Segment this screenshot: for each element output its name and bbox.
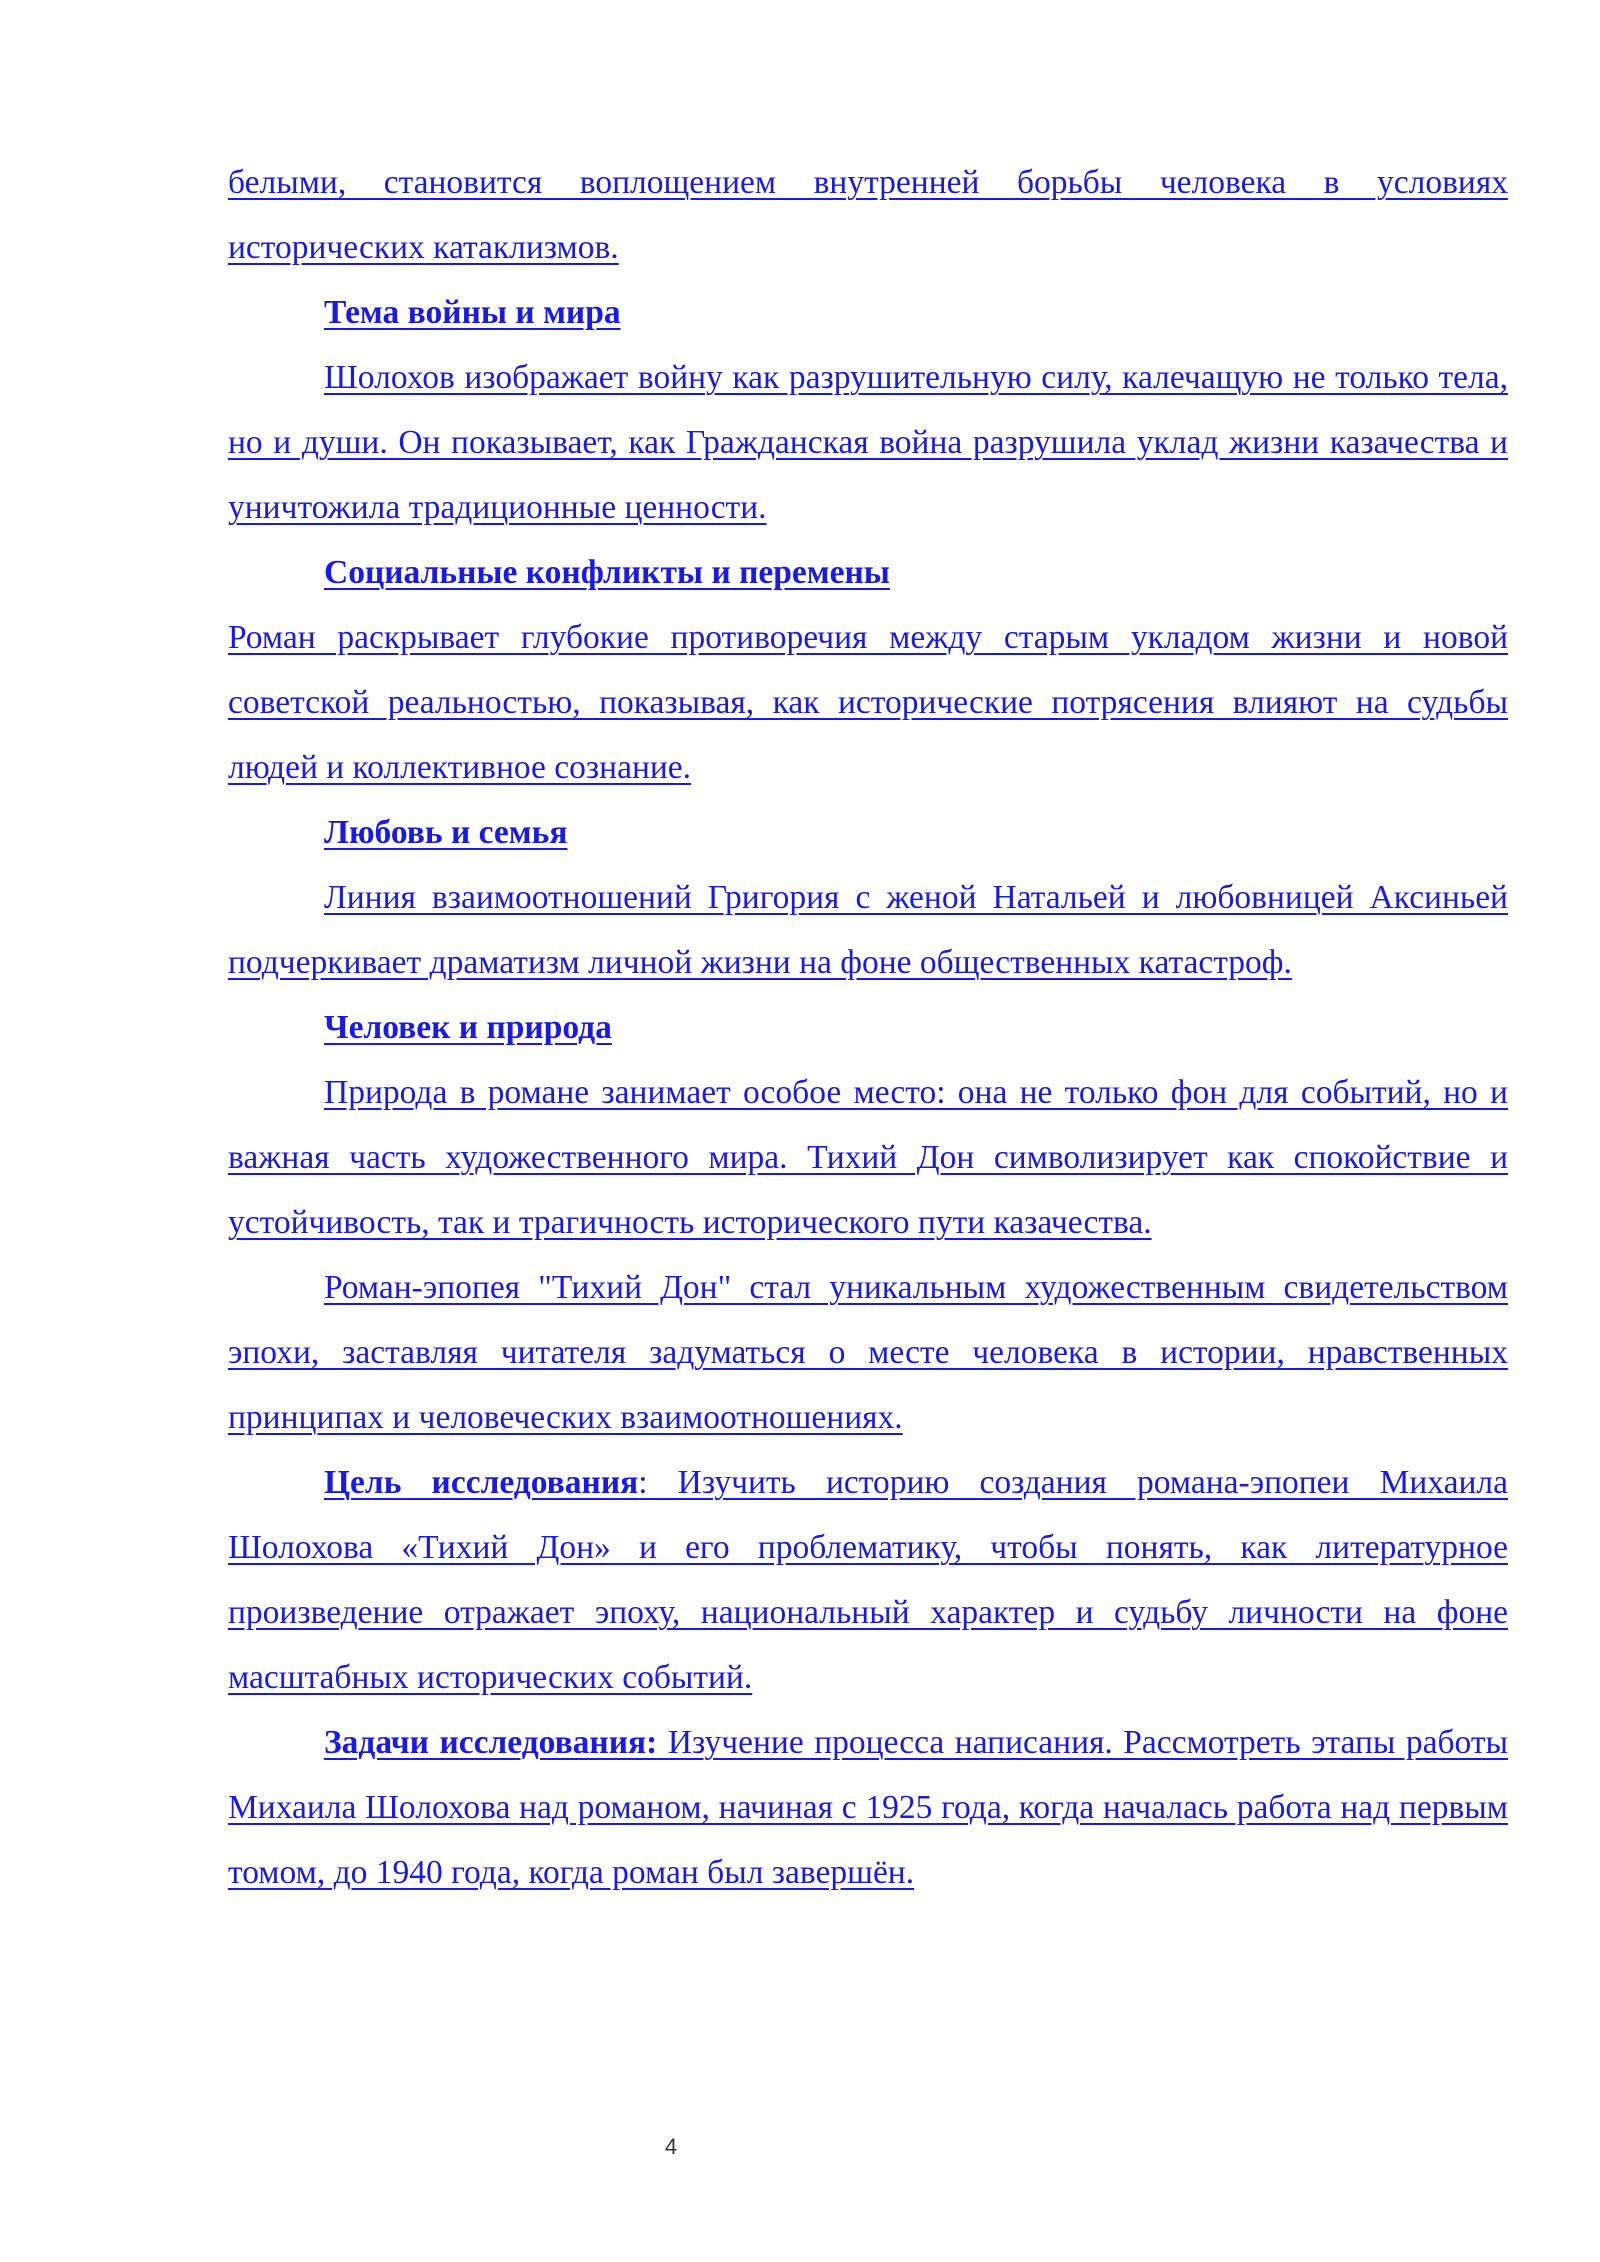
research-tasks-label: Задачи исследования:	[324, 1724, 658, 1761]
heading-love-and-family	[228, 800, 1508, 865]
paragraph-conclusion	[228, 1255, 1508, 1450]
heading-link[interactable]: Человек и природа	[324, 1009, 612, 1046]
research-goal-label: Цель исследования	[324, 1464, 639, 1501]
text-link[interactable]: Природа в романе занимает особое место: она не только фон для событий, но и важная часть художественного мира. Тихий Дон символизирует как спокойствие и устойчивость, так и трагичность исторического пути казачества.	[228, 1074, 1508, 1241]
heading-man-and-nature	[228, 995, 1508, 1060]
text-link[interactable]: Линия взаимоотношений Григория с женой Натальей и любовницей Аксиньей подчеркивает драматизм личной жизни на фоне общественных катастроф.	[228, 879, 1508, 981]
paragraph-research-tasks	[228, 1710, 1508, 1905]
heading-link[interactable]: Любовь и семья	[324, 814, 568, 851]
text-link[interactable]	[228, 1724, 1508, 1891]
text-link[interactable]: Роман раскрывает глубокие противоречия между старым укладом жизни и новой советской реальностью, показывая, как исторические потрясения влияют на судьбы людей и коллективное сознание.	[228, 619, 1508, 786]
text-link[interactable]: белыми, становится воплощением внутренней борьбы человека в условиях исторических катаклизмов.	[228, 164, 1508, 266]
text-link[interactable]: Роман-эпопея "Тихий Дон" стал уникальным художественным свидетельством эпохи, заставляя читателя задуматься о месте человека в истории, нравственных принципах и человеческих взаимоотношениях.	[228, 1269, 1508, 1436]
paragraph-man-and-nature	[228, 1060, 1508, 1255]
heading-social-conflicts	[228, 540, 1508, 605]
research-goal-text: : Изучить историю создания романа-эпопеи Михаила Шолохова «Тихий Дон» и его проблематику, чтобы понять, как литературное произведение отражает эпоху, национальный характер и судьбу личности на фоне масштабных исторических событий.	[228, 1464, 1508, 1696]
paragraph-love-and-family	[228, 865, 1508, 995]
research-tasks-text: Изучение процесса написания. Рассмотреть этапы работы Михаила Шолохова над романом, начиная с 1925 года, когда началась работа над первым томом, до 1940 года, когда роман был завершён.	[228, 1724, 1508, 1891]
paragraph-research-goal	[228, 1450, 1508, 1710]
heading-link[interactable]: Тема войны и мира	[324, 294, 621, 331]
page-number: 4	[664, 2134, 678, 2159]
heading-link[interactable]: Социальные конфликты и перемены	[324, 554, 890, 591]
text-link[interactable]: Шолохов изображает войну как разрушительную силу, калечащую не только тела, но и души. Он показывает, как Гражданская война разрушила уклад жизни казачества и уничтожила традиционные ценности.	[228, 359, 1508, 526]
document-body	[228, 150, 1508, 1905]
paragraph-intro	[228, 150, 1508, 280]
heading-war-and-peace	[228, 280, 1508, 345]
text-link[interactable]	[228, 1464, 1508, 1696]
paragraph-social-conflicts	[228, 605, 1508, 800]
paragraph-war-and-peace	[228, 345, 1508, 540]
